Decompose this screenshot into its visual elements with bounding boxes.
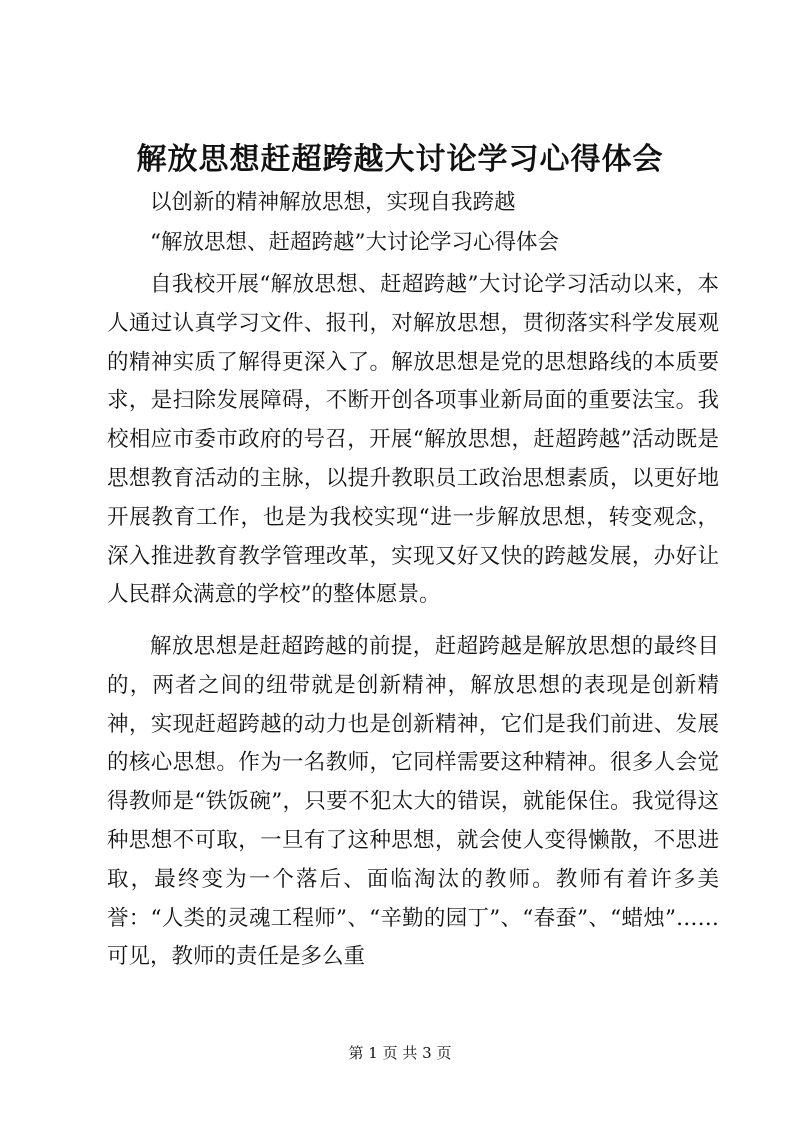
subtitle: 以创新的精神解放思想，实现自我跨越 <box>150 190 516 215</box>
document-title: 解放思想赶超跨越大讨论学习心得体会 <box>136 142 664 177</box>
body-paragraph-2: 解放思想是赶超跨越的前提，赶超跨越是解放思想的最终目的，两者之间的纽带就是创新精神，解放思想的表现是创新精神，实现赶超跨越的动力也是创新精神，它们是我们前进、发展的核心思想。作为一名教师，它同样需要这种精神。很多人会觉得教师是“铁饭碗”，只要不犯太大的错误，就能保住。我觉得这种思想不可取，一旦有了这种思想，就会使人变得懒散，不思进取，最终变为一个落后、面临淘汰的教师。教师有着许多美誉：“人类的灵魂工程师”、“辛勤的园丁”、“春蚕”、“蜡烛”……可见，教师的责任是多么重 <box>107 634 719 970</box>
subtitle-secondary: “解放思想、赶超跨越”大讨论学习心得体会 <box>150 230 559 255</box>
page-indicator: 第 1 页 共 3 页 <box>348 1044 452 1062</box>
body-paragraph-1: 自我校开展“解放思想、赶超跨越”大讨论学习活动以来，本人通过认真学习文件、报刊，对解放思想，贯彻落实科学发展观的精神实质了解得更深入了。解放思想是党的思想路线的本质要求，是扫除发展障碍，不断开创各项事业新局面的重要法宝。我校相应市委市政府的号召，开展“解放思想，赶超跨越”活动既是思想教育活动的主脉，以提升教职员工政治思想素质，以更好地开展教育工作，也是为我校实现“进一步解放思想，转变观念，深入推进教育教学管理改革，实现又好又快的跨越发展，办好让人民群众满意的学校”的整体愿景。 <box>107 272 719 608</box>
